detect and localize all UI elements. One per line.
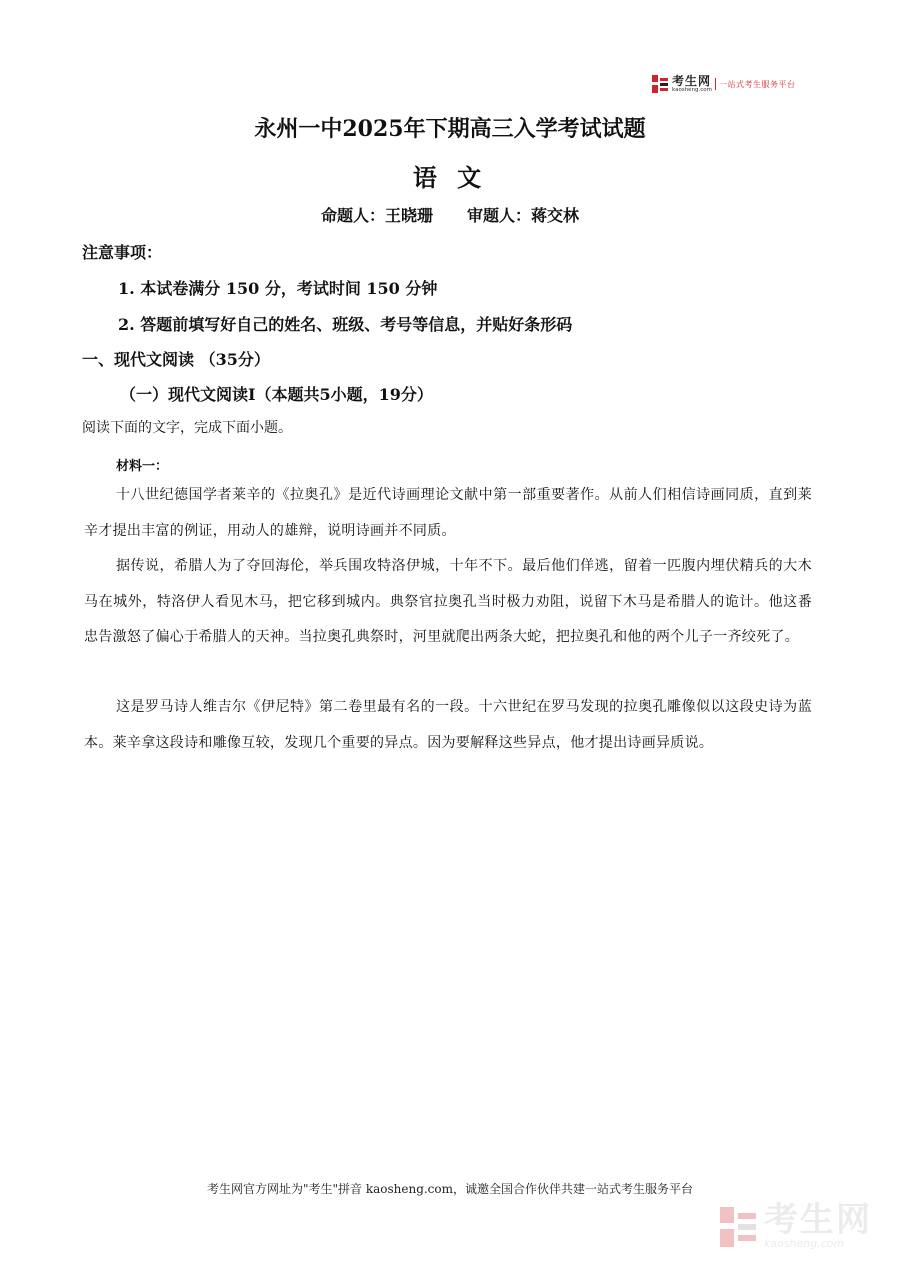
- logo-name: 考生网: [672, 73, 712, 88]
- watermark-logo-icon: [718, 1205, 758, 1249]
- notice-item-2: 2. 答题前填写好自己的姓名、班级、考号等信息，并贴好条形码: [118, 315, 573, 334]
- watermark: [718, 1200, 872, 1250]
- notice-heading: 注意事项：: [82, 243, 163, 262]
- watermark-name: 考生网: [764, 1200, 872, 1240]
- section-heading: 一、现代文阅读 （35分）: [82, 350, 270, 369]
- exam-subject: 语 文: [412, 163, 488, 192]
- kaosheng-logo-icon: [651, 74, 669, 94]
- footer-text: 考生网官方网址为"考生"拼音 kaosheng.com，诚邀全国合作伙伴共建一站式考生服务平台: [206, 1182, 694, 1196]
- instruction: 阅读下面的文字，完成下面小题。: [82, 420, 292, 436]
- exam-title: 永州一中2025年下期高三入学考试试题: [254, 116, 646, 142]
- paragraph: 这是罗马诗人维吉尔《伊尼特》第二卷里最有名的一段。十六世纪在罗马发现的拉奥孔雕像似以这段史诗为蓝本。莱辛拿这段诗和雕像互较，发现几个重要的异点。因为要解释这些异点，他才提出诗画异质说。: [84, 699, 812, 751]
- logo-slogan: 一站式考生服务平台: [719, 79, 796, 89]
- brand-logo: [651, 73, 796, 95]
- watermark-domain: kaosheng.com: [764, 1237, 845, 1250]
- reviewer: 审题人：蒋交林: [467, 206, 580, 225]
- logo-domain: kaosheng.com: [672, 86, 713, 93]
- material-label: 材料一：: [116, 459, 169, 474]
- section-subheading: （一）现代文阅读Ⅰ（本题共5小题，19分）: [120, 385, 433, 404]
- paragraph: 十八世纪德国学者莱辛的《拉奥孔》是近代诗画理论文献中第一部重要著作。从前人们相信诗画同质，直到莱辛才提出丰富的例证，用动人的雄辩，说明诗画并不同质。: [84, 487, 812, 539]
- setter: 命题人：王晓珊: [320, 206, 433, 225]
- exam-authors: [0, 203, 900, 226]
- paragraph: 据传说，希腊人为了夺回海伦，举兵围攻特洛伊城，十年不下。最后他们佯逃，留着一匹腹内埋伏精兵的大木马在城外，特洛伊人看见木马，把它移到城内。典祭官拉奥孔当时极力劝阻，说留下木马是希腊人的诡计。他这番忠告激怒了偏心于希腊人的天神。当拉奥孔典祭时，河里就爬出两条大蛇，把拉奥孔和他的两个儿子一齐绞死了。: [84, 558, 812, 645]
- notice-item-1: 1. 本试卷满分 150 分，考试时间 150 分钟: [118, 279, 438, 298]
- logo-divider: [715, 78, 716, 90]
